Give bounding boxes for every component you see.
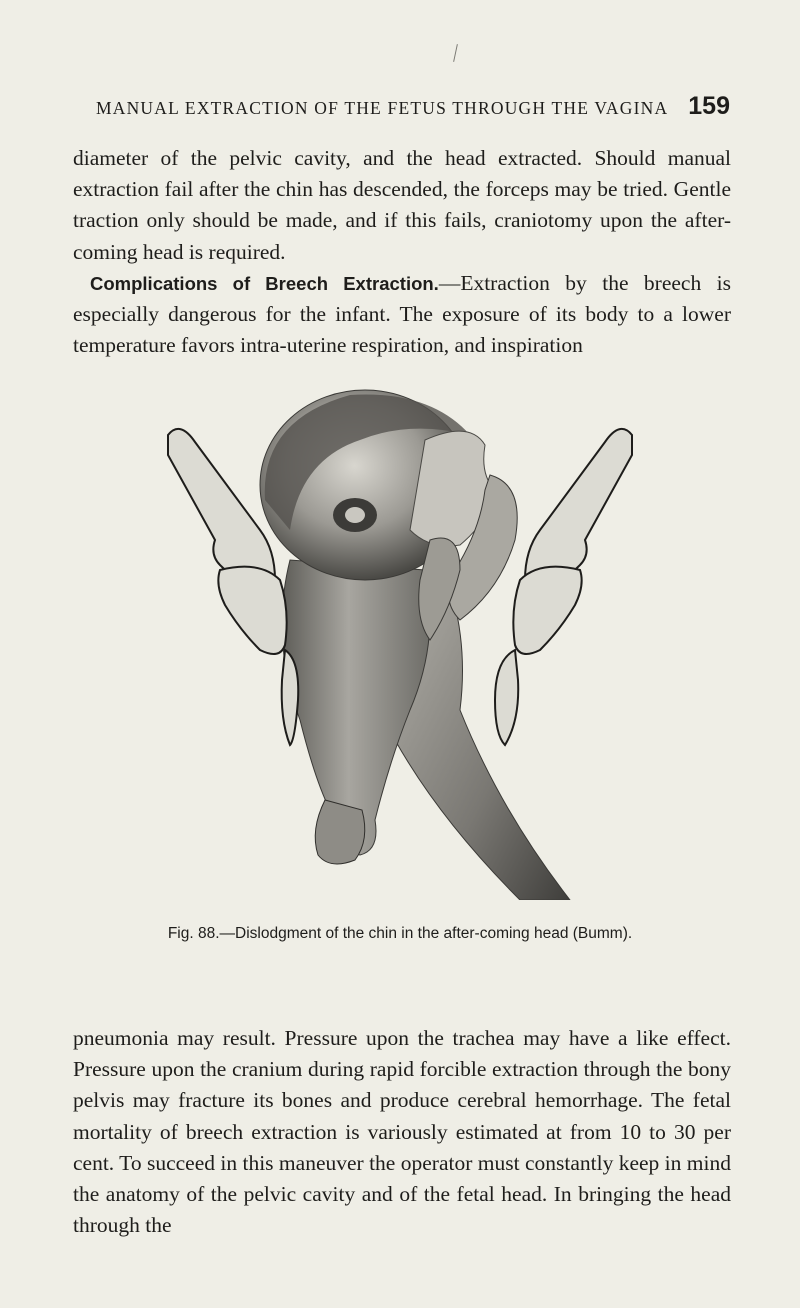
- pelvis-right-ischium: [513, 567, 581, 654]
- running-head: MANUAL EXTRACTION OF THE FETUS THROUGH THE VAGINA: [96, 98, 669, 118]
- figure-caption-text: —Dislodgment of the chin in the after-coming head (Bumm).: [219, 925, 633, 942]
- pelvis-right-lower: [495, 650, 518, 745]
- page-mark: [453, 44, 458, 62]
- pelvis-right-bone: [525, 429, 632, 591]
- section-heading: Complications of Breech Extraction.: [90, 273, 439, 294]
- page-number: 159: [688, 92, 730, 120]
- paragraph-3: pneumonia may result. Pressure upon the trachea may have a like effect. Pressure upon the cranium during rapid forcible extraction through the bony pelvis may fracture its bones and produce cerebral hemorrhage. The fetal mortality of breech extraction is variously estimated at from 10 to 30 per cent. To succeed in this maneuver the operator must constantly keep in mind the anatomy of the pelvic cavity and of the fetal head. In bringing the head through the: [73, 1026, 731, 1238]
- page-header: [0, 92, 800, 124]
- breech-extraction-drawing: [140, 380, 660, 900]
- pelvis-left-ischium: [218, 567, 286, 654]
- figure-label: Fig. 88.: [167, 925, 220, 942]
- pelvis-left-lower: [282, 650, 299, 745]
- figure-caption: [0, 925, 800, 943]
- paragraph-2-body: —Extraction by the breech is especially dangerous for the infant. The exposure of its body to a lower temperature favors intra-uterine respiration, and inspiration: [73, 271, 731, 358]
- paragraph-2: [73, 268, 731, 362]
- infant-foot: [315, 800, 365, 864]
- paragraph-1: diameter of the pelvic cavity, and the head extracted. Should manual extraction fail after the chin has descended, the forceps may be tried. Gentle traction only should be made, and if this fails, craniotomy upon the after-coming head is required.: [73, 146, 731, 264]
- figure-88-illustration: [140, 380, 660, 900]
- pelvis-left-bone: [168, 429, 275, 591]
